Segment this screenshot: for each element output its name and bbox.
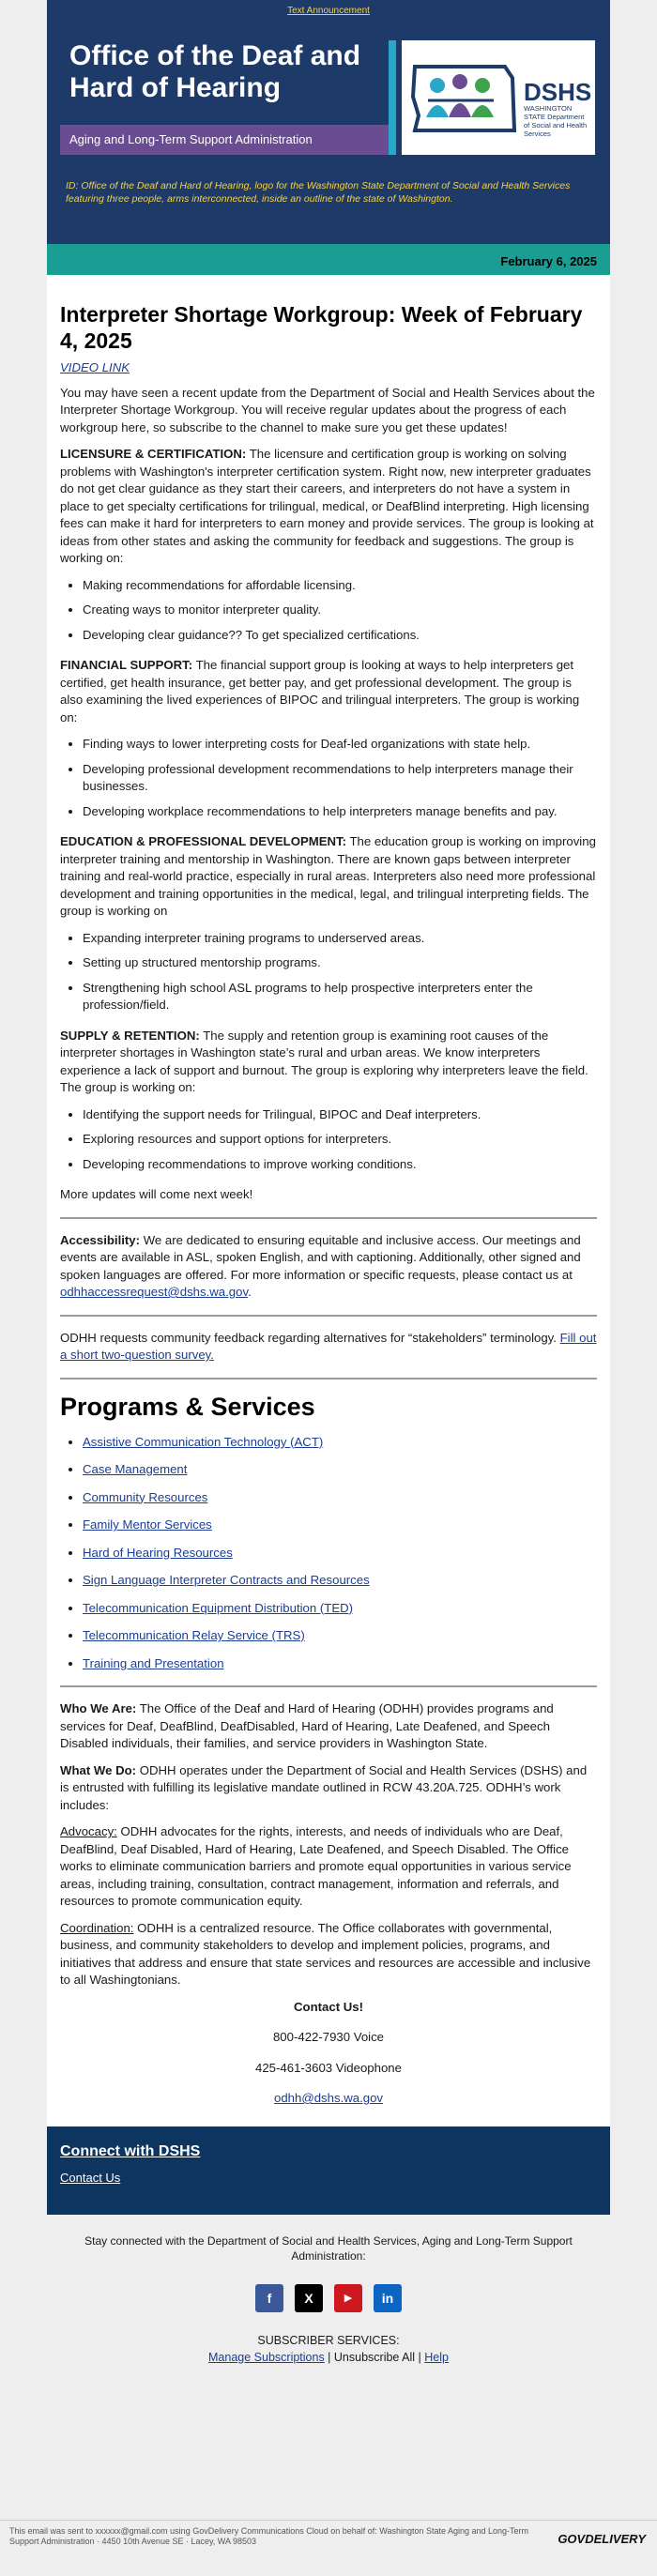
program-link[interactable]: Assistive Communication Technology (ACT) (83, 1434, 324, 1449)
program-link[interactable]: Case Management (83, 1462, 188, 1476)
connect-footer (47, 2126, 610, 2215)
who-heading: Who We Are: (60, 1701, 137, 1715)
contact-email-wrap (60, 2090, 597, 2108)
list-item: • Creating ways to monitor interpreter quality. (83, 602, 597, 619)
list-item: • Developing clear guidance?? To get specialized certifications. (83, 627, 597, 645)
accessibility-text: We are dedicated to ensuring equitable and inclusive access. Our meetings and events are available in ASL, spoken English, and with captioning. Additionally, other signed and spoken languages are offered. For more information or specific requests, please contact us at (60, 1232, 581, 1282)
list-item: • Making recommendations for affordable licensing. (83, 577, 597, 595)
contact-title: Contact Us! (294, 1999, 363, 2014)
separator: | (415, 2350, 425, 2364)
section-heading: FINANCIAL SUPPORT: (60, 658, 193, 672)
feedback-paragraph (60, 1330, 597, 1364)
sent-to-note: This email was sent to xxxxxx@gmail.com using GovDelivery Communications Cloud on behalf of: Washington State Aging and Long-Term Support Administration · 4450 10th Avenue SE · Lacey, WA 98503 (9, 2526, 529, 2546)
email-container (47, 0, 610, 2215)
survey-link[interactable]: Fill out a short two-question survey. (60, 1330, 597, 1362)
contact-email-link[interactable]: odhh@dshs.wa.gov (273, 2091, 384, 2105)
who-text: The Office of the Deaf and Hard of Hearing (ODHH) provides programs and services for Deaf, DeafBlind, DeafDisabled, Hard of Hearing, Late Deafened, and Speech Disabled individuals, their families, and service providers in Washington State. (60, 1701, 554, 1750)
contact-voice: 800-422-7930 Voice (272, 2030, 385, 2044)
logo-subtitle: WASHINGTON STATE Department of Social and Health Services (524, 104, 588, 138)
stay-connected-text: Stay connected with the Department of Social and Health Services, Aging and Long-Term Support Administration: (84, 2233, 573, 2263)
program-item (83, 1517, 597, 1534)
closing-text: More updates will come next week! (60, 1187, 253, 1201)
office-title: Office of the Deaf and Hard of Hearing (69, 40, 361, 103)
banner (60, 40, 597, 179)
section-education (60, 833, 597, 1014)
coordination-paragraph (60, 1920, 597, 1989)
program-item (83, 1545, 597, 1562)
outer-footer (0, 2215, 657, 2365)
advocacy-heading: Advocacy: (60, 1824, 117, 1838)
who-paragraph (60, 1700, 597, 1753)
logo-dshs-text: DSHS (524, 78, 592, 106)
dshs-logo (402, 40, 595, 155)
subscriber-label: SUBSCRIBER SERVICES: (257, 2333, 400, 2347)
program-item (83, 1572, 597, 1590)
what-text: ODHH operates under the Department of Social and Health Services (DSHS) and is entrusted with fulfilling its legislative mandate outlined in RCW 43.20A.725. ODHH’s work includes: (60, 1762, 588, 1812)
bottom-strip (0, 2520, 657, 2557)
section-text: The licensure and certification group is working on solving problems with Washington's interpreter certification system. Right now, new interpreter graduates do not get clear guidance as they start their careers, and interpreters do not have a system in place to get specialty certifications for trilingual, medical, or DeafBlind interpreting. High licensing fees can make it hard for interpreters to earn money and provide services. The group is looking at ideas from other states and asking the community for feedback and suggestions. The group is working on: (60, 447, 594, 565)
section-heading: SUPPLY & RETENTION: (60, 1028, 200, 1043)
advocacy-paragraph (60, 1823, 597, 1911)
divider (60, 1685, 597, 1687)
administration-bar: Aging and Long-Term Support Administration (60, 125, 389, 155)
section-list (60, 1106, 597, 1174)
program-link[interactable]: Sign Language Interpreter Contracts and Resources (83, 1573, 370, 1587)
date-bar: February 6, 2025 (47, 244, 610, 275)
x-icon[interactable]: X (295, 2284, 323, 2312)
coordination-text: ODHH is a centralized resource. The Office collaborates with governmental, business, and community stakeholders to develop and implement policies, programs, and initiatives that address and ensure that state services and resources are accessible and inclusive to all Washingtonians. (60, 1920, 591, 1987)
image-alt-text: ID: Office of the Deaf and Hard of Hearing, logo for the Washington State Department of Social and Health Services featuring three people, arms interconnected, inside an outline of the state of Washington. (66, 180, 571, 205)
list-item: • Setting up structured mentorship programs. (83, 954, 597, 972)
coordination-heading: Coordination: (60, 1920, 134, 1935)
section-text: The financial support group is looking at ways to help interpreters get certified, get health insurance, get better pay, and get professional development. The group is also examining the lived experiences of BIPOC and trilingual interpreters. The group is working on: (60, 658, 580, 724)
program-item (83, 1655, 597, 1673)
contact-us-link[interactable]: Contact Us (60, 2170, 121, 2185)
youtube-icon[interactable]: ▶ (334, 2284, 362, 2312)
section-list (60, 736, 597, 820)
section-list (60, 930, 597, 1014)
access-request-email-link[interactable]: odhhaccessrequest@dshs.wa.gov (60, 1285, 249, 1299)
text-announcement-link[interactable]: Text Announcement (287, 6, 370, 16)
feedback-text: ODHH requests community feedback regarding alternatives for “stakeholders” terminology. (60, 1330, 560, 1345)
content (47, 275, 610, 2108)
program-link[interactable]: Hard of Hearing Resources (83, 1545, 233, 1560)
accessibility-heading: Accessibility: (60, 1232, 141, 1247)
list-item: • Developing professional development recommendations to help interpreters manage their businesses. (83, 761, 597, 796)
separator: | (324, 2350, 334, 2364)
period: . (248, 1285, 252, 1299)
article-title: Interpreter Shortage Workgroup: Week of February 4, 2025 (60, 302, 583, 353)
subscriber-links (0, 2350, 657, 2365)
facebook-icon[interactable]: f (255, 2284, 283, 2312)
section-heading: LICENSURE & CERTIFICATION: (60, 447, 247, 461)
divider (60, 1378, 597, 1379)
divider (60, 1315, 597, 1317)
program-item (83, 1600, 597, 1618)
section-list (60, 577, 597, 645)
section-financial (60, 657, 597, 820)
program-link[interactable]: Telecommunication Relay Service (TRS) (83, 1628, 305, 1642)
video-link[interactable]: VIDEO LINK (60, 360, 130, 374)
program-link[interactable]: Family Mentor Services (83, 1517, 212, 1532)
govdelivery-logo: GOVDELIVERY (558, 2532, 646, 2546)
program-item (83, 1627, 597, 1645)
list-item: • Expanding interpreter training programs to underserved areas. (83, 930, 597, 948)
section-licensure (60, 446, 597, 644)
list-item: • Identifying the support needs for Trilingual, BIPOC and Deaf interpreters. (83, 1106, 597, 1124)
connect-dshs-link[interactable]: Connect with DSHS (60, 2142, 201, 2159)
list-item: • Developing workplace recommendations to help interpreters manage benefits and pay. (83, 803, 597, 821)
section-heading: EDUCATION & PROFESSIONAL DEVELOPMENT: (60, 834, 347, 848)
intro-paragraph: You may have seen a recent update from the Department of Social and Health Services about the Interpreter Shortage Workgroup. You will receive regular updates about the progress of each workgroup here, so subscribe to the channel to make sure you get these updates! (60, 385, 595, 434)
list-item: • Finding ways to lower interpreting costs for Deaf-led organizations with state help. (83, 736, 597, 754)
manage-subscriptions-link[interactable]: Manage Subscriptions (208, 2350, 325, 2364)
what-paragraph (60, 1762, 597, 1815)
social-icons (0, 2284, 657, 2312)
list-item: • Developing recommendations to improve working conditions. (83, 1156, 597, 1174)
advocacy-text: ODHH advocates for the rights, interests, and needs of individuals who are Deaf, DeafBlind, Deaf Disabled, Hard of Hearing, Late Deafened, and Speech Disabled. The Office works to eliminate communication barriers and promote equal opportunities in various service areas, including training, consultation, contract management, information and referrals, and resources to promote communication equity. (60, 1824, 572, 1908)
section-text: The supply and retention group is examining root causes of the interpreter shortages in Washington state’s rural and urban areas. We know interpreters experience a lack of support and burnout. The group is exploring why interpreters leave the field. The group is working on: (60, 1028, 588, 1094)
list-item: • Exploring resources and support options for interpreters. (83, 1131, 597, 1149)
programs-title: Programs & Services (60, 1392, 315, 1421)
list-item: • Strengthening high school ASL programs to help prospective interpreters enter the profession/field. (83, 980, 597, 1014)
header (47, 0, 610, 244)
section-supply (60, 1028, 597, 1174)
programs-list (60, 1434, 597, 1673)
section-text: The education group is working on improving interpreter training and mentorship in Washington. There are known gaps between interpreter training and real-world practice, especially in rural areas. Interpreters also need more professional development and training opportunities in the medical, legal, and trilingual interpreting fields. The group is working on (60, 834, 596, 918)
divider (60, 1217, 597, 1219)
program-link[interactable]: Training and Presentation (83, 1655, 224, 1670)
program-item (83, 1461, 597, 1479)
accent-bar (389, 40, 396, 155)
program-link[interactable]: Telecommunication Equipment Distribution (TED) (83, 1600, 354, 1615)
program-link[interactable]: Community Resources (83, 1489, 208, 1504)
linkedin-icon[interactable]: in (374, 2284, 402, 2312)
accessibility-paragraph (60, 1232, 597, 1302)
what-heading: What We Do: (60, 1762, 137, 1777)
contact-videophone: 425-461-3603 Videophone (255, 2060, 402, 2075)
program-item (83, 1434, 597, 1452)
unsubscribe-all-link[interactable]: Unsubscribe All (333, 2350, 416, 2364)
program-item (83, 1489, 597, 1507)
help-link[interactable]: Help (424, 2350, 449, 2364)
